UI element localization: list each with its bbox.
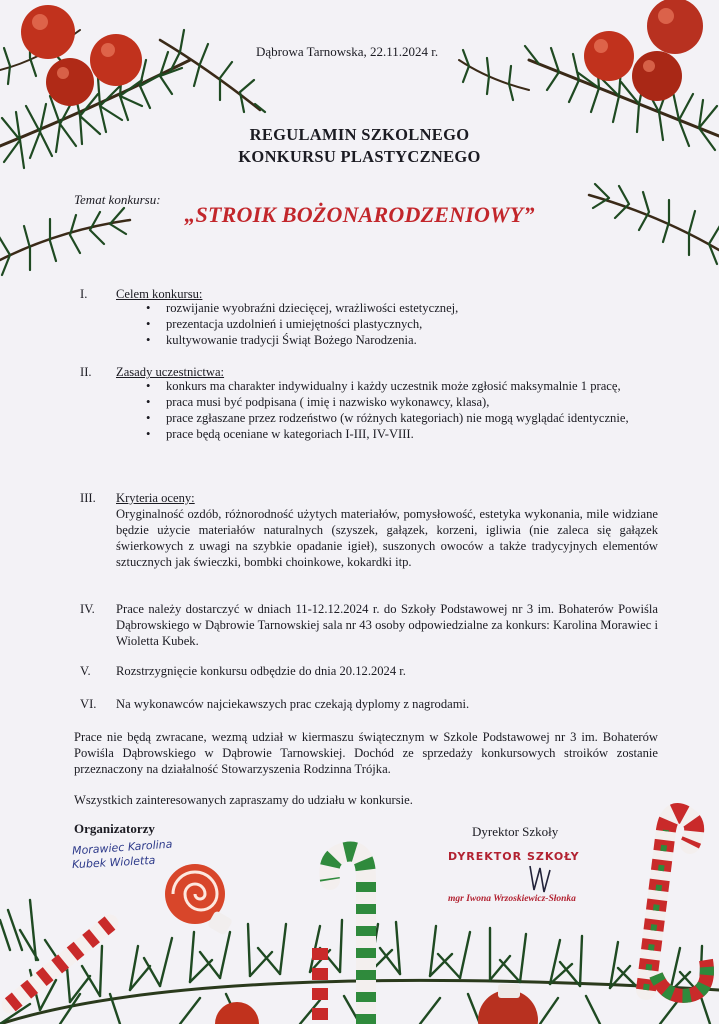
section-text: Rozstrzygnięcie konkursu odbędzie do dnia 20.12.2024 r. xyxy=(116,664,406,678)
list-item: • prace zgłaszane przez rodzeństwo (w różnych kategoriach) nie mogą wyglądać identycznie, xyxy=(144,410,644,426)
candy-cane-right xyxy=(606,800,719,1024)
page-title xyxy=(0,124,719,168)
section-text: Oryginalność ozdób, różnorodność użytych materiałów, pomysłowość, estetyka wykonania, mile widziane będzie użycie materiałów naturalnych (szyszek, gałązek, korzeni, igliwia (nie zaleca się gałązek świerkowych z uwagi na szybkie opadanie igieł), suszonych owoców a także tradycyjnych elementów sztucznych jak świeczki, bombki choinkowe, kokardki itp. xyxy=(116,507,658,569)
lollipop xyxy=(162,862,242,942)
section-number: IV. xyxy=(80,602,95,616)
section-heading: Kryteria oceny: xyxy=(116,491,195,505)
closing-paragraph: Prace nie będą zwracane, wezmą udział w kiermaszu świątecznym w Szkole Podstawowej nr 3 im. Bohaterów Powiśla Dąbrowskiego w Dąbrowie Tarnowskiej. Dochód ze sprzedaży konkursowych stroików zostanie przeznaczony na działalność Stowarzyszenia Rodzinna Trójka. xyxy=(74,730,658,776)
section-number: VI. xyxy=(80,697,97,711)
list-item: • praca musi być podpisana ( imię i nazwisko wykonawcy, klasa), xyxy=(144,394,644,410)
date-line: Dąbrowa Tarnowska, 22.11.2024 r. xyxy=(256,44,439,59)
organizers-label: Organizatorzy xyxy=(74,821,155,836)
list-item: • prace będą oceniane w kategoriach I-III, IV-VIII. xyxy=(144,426,644,442)
ornament-bottom-right xyxy=(468,984,548,1024)
section-number: I. xyxy=(80,287,88,301)
invitation-paragraph: Wszystkich zainteresowanych zapraszamy do udziału w konkursie. xyxy=(74,793,413,807)
candy-cane-left xyxy=(0,905,130,1015)
section-heading: Celem konkursu: xyxy=(116,287,203,301)
section-heading: Zasady uczestnictwa: xyxy=(116,365,225,379)
organizer-signature: Morawiec Karolina xyxy=(71,837,173,858)
section-6 xyxy=(74,696,658,714)
section-4 xyxy=(74,601,658,651)
section-5 xyxy=(74,663,658,681)
section-number: II. xyxy=(80,365,92,379)
director-stamp-title: DYREKTOR SZKOŁY xyxy=(448,850,580,863)
director-signature xyxy=(526,862,556,896)
section-number: III. xyxy=(80,491,96,505)
section-text: Prace należy dostarczyć w dniach 11-12.12.2024 r. do Szkoły Podstawowej nr 3 im. Bohaterów Powiśla Dąbrowskiego w Dąbrowie Tarnowskiej sala nr 43 osoby odpowiedzialne za konkurs: Karolina Morawiec i Wioletta Kubek. xyxy=(116,602,658,648)
organizer-signature: Kubek Wioletta xyxy=(71,853,156,872)
section-number: V. xyxy=(80,664,91,678)
section-2 xyxy=(74,364,658,474)
section-text: Na wykonawców najciekawszych prac czekają dyplomy z nagrodami. xyxy=(116,697,470,711)
candy-cane-center xyxy=(296,838,406,1024)
contest-theme: „STROIK BOŻONARODZENIOWY” xyxy=(184,202,535,227)
director-label: Dyrektor Szkoły xyxy=(472,824,559,839)
bullet-list xyxy=(144,378,644,442)
director-stamp-name: mgr Iwona Wrzoskiewicz-Słonka xyxy=(448,894,576,904)
theme-label: Temat konkursu: xyxy=(74,192,161,207)
list-item: • prezentacja uzdolnień i umiejętności plastycznych, xyxy=(144,316,644,332)
section-3 xyxy=(74,490,658,586)
list-item: • kultywowanie tradycji Świąt Bożego Narodzenia. xyxy=(144,332,644,348)
title-line-2: KONKURSU PLASTYCZNEGO xyxy=(238,147,481,166)
ornament-bottom-mid xyxy=(212,998,262,1024)
section-1 xyxy=(74,286,658,346)
list-item: • konkurs ma charakter indywidualny i każdy uczestnik może zgłosić maksymalnie 1 pracę, xyxy=(144,378,644,394)
bullet-list xyxy=(144,300,644,348)
title-line-1: REGULAMIN SZKOLNEGO xyxy=(249,125,470,144)
list-item: • rozwijanie wyobraźni dziecięcej, wrażliwości estetycznej, xyxy=(144,300,644,316)
